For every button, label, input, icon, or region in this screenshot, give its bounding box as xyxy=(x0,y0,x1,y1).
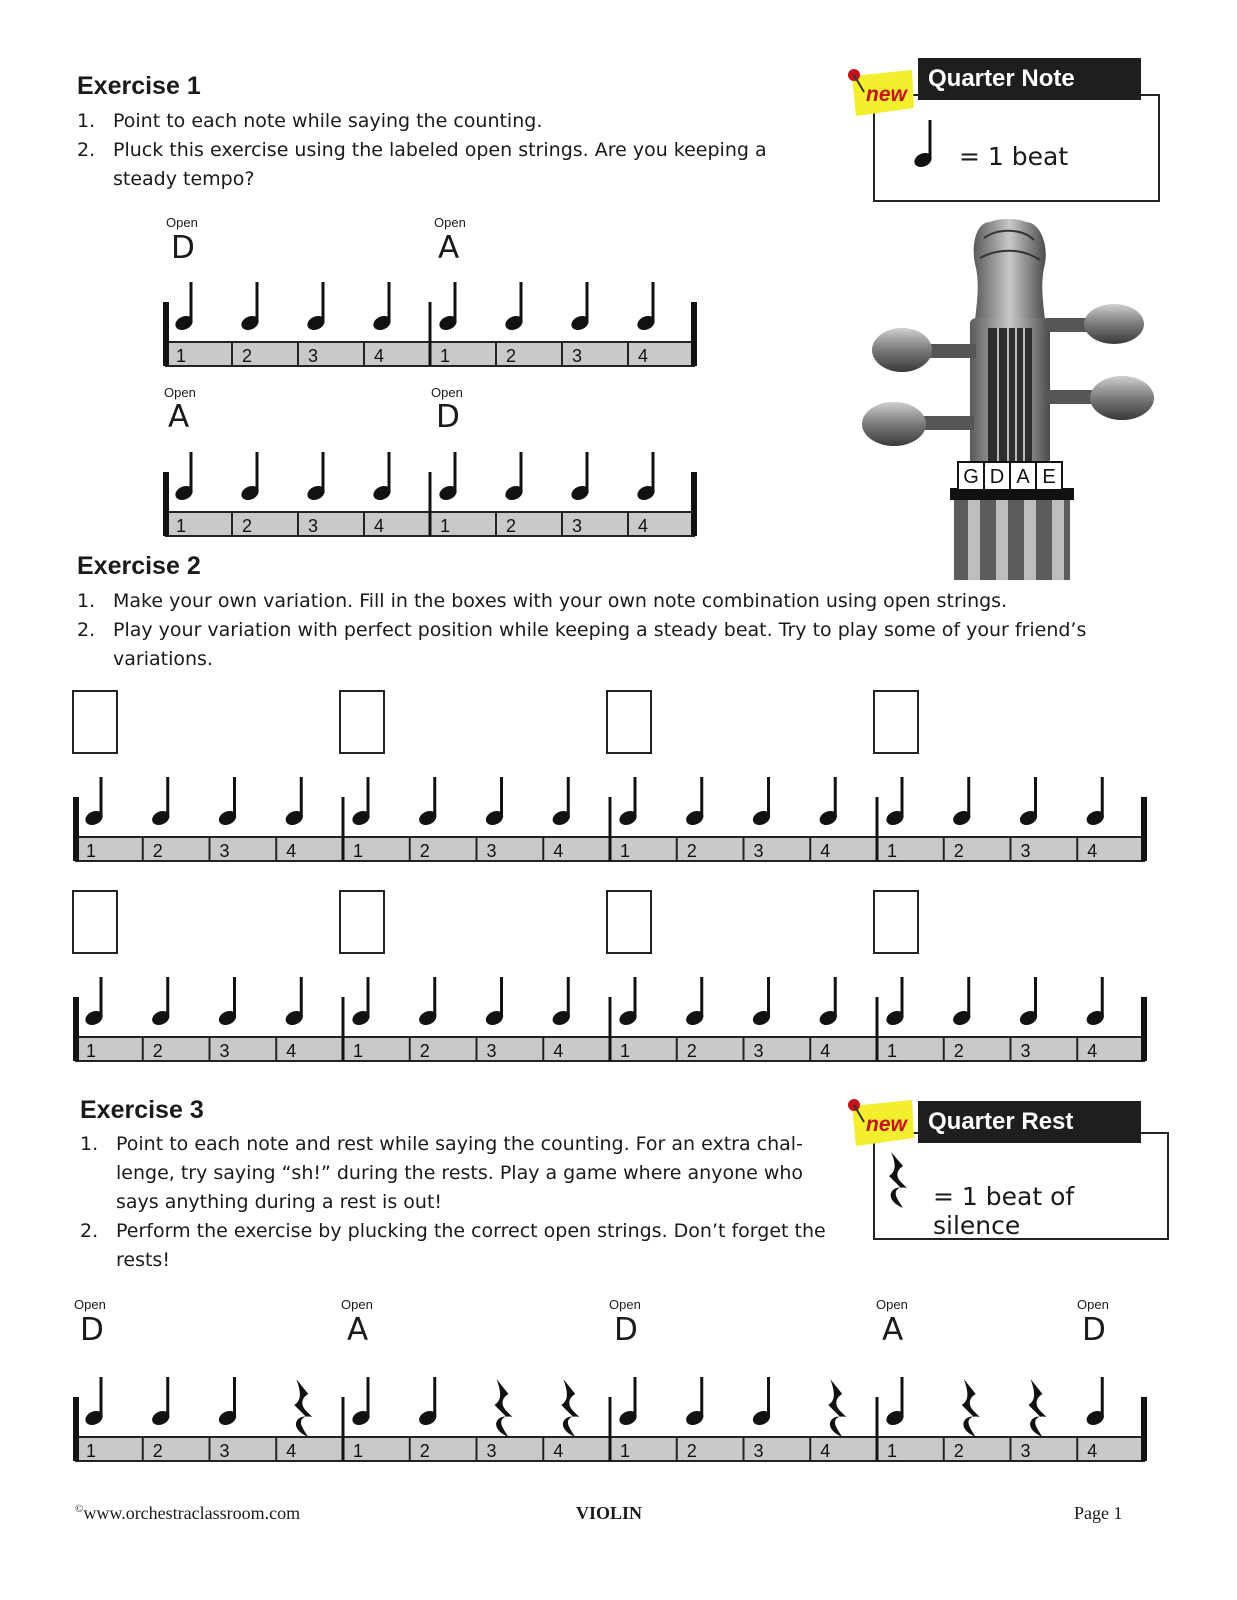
quarter-note xyxy=(371,452,393,503)
quarter-note xyxy=(550,977,572,1028)
list-item: 1. Make your own variation. Fill in the boxes with your own note combination using open strings. xyxy=(77,590,1008,612)
string-note-label: D xyxy=(80,1312,104,1348)
beat-count: 1 xyxy=(620,1441,631,1461)
quarter-note xyxy=(283,977,305,1028)
beat-count: 2 xyxy=(953,1441,964,1461)
answer-box[interactable] xyxy=(606,890,652,954)
beat-count: 3 xyxy=(1020,1041,1031,1061)
answer-box[interactable] xyxy=(873,890,919,954)
open-label: Open xyxy=(609,1297,641,1312)
open-label: Open xyxy=(74,1297,106,1312)
quarter-note xyxy=(350,777,372,828)
new-badge-icon xyxy=(844,66,916,120)
beat-count: 4 xyxy=(553,841,564,861)
answer-box[interactable] xyxy=(339,890,385,954)
staff xyxy=(160,280,700,372)
quarter-note xyxy=(751,1377,773,1428)
quarter-rest xyxy=(828,1379,846,1437)
beat-count: 4 xyxy=(553,1441,564,1461)
string-note-label: D xyxy=(171,230,195,266)
quarter-note xyxy=(1084,977,1106,1028)
quarter-note xyxy=(283,777,305,828)
quarter-note xyxy=(150,1377,172,1428)
staff-graphic xyxy=(160,280,700,372)
quarter-rest xyxy=(294,1379,312,1437)
beat-count: 2 xyxy=(419,1041,430,1061)
quarter-note xyxy=(239,282,261,333)
beat-count: 4 xyxy=(1087,841,1098,861)
answer-box[interactable] xyxy=(72,890,118,954)
quarter-note xyxy=(217,977,239,1028)
beat-count: 4 xyxy=(1087,1441,1098,1461)
quarter-note-title: Quarter Note xyxy=(918,58,1141,100)
string-label-d: D xyxy=(989,466,1005,488)
open-label: Open xyxy=(1077,1297,1109,1312)
string-note-label: A xyxy=(347,1312,369,1348)
beat-count: 2 xyxy=(686,1441,697,1461)
quarter-note xyxy=(635,452,657,503)
quarter-note xyxy=(817,977,839,1028)
string-label-e: E xyxy=(1042,466,1056,488)
string-label-g: G xyxy=(963,466,979,488)
quarter-note xyxy=(239,452,261,503)
quarter-note xyxy=(305,282,327,333)
beat-count: 1 xyxy=(86,1441,97,1461)
quarter-note xyxy=(1018,777,1040,828)
beat-count: 4 xyxy=(820,841,831,861)
beat-count: 2 xyxy=(242,346,253,366)
list-item: 1. Point to each note while saying the counting. xyxy=(77,110,543,132)
new-badge-label: new xyxy=(866,83,907,106)
quarter-note xyxy=(484,977,506,1028)
beat-count: 1 xyxy=(353,841,364,861)
footer-instrument: VIOLIN xyxy=(576,1503,643,1523)
staff-graphic xyxy=(70,775,1150,867)
beat-count: 2 xyxy=(686,1041,697,1061)
quarter-note xyxy=(83,977,105,1028)
beat-count: 2 xyxy=(152,1441,163,1461)
beat-count: 4 xyxy=(374,346,385,366)
beat-count: 3 xyxy=(1020,1441,1031,1461)
quarter-note xyxy=(173,452,195,503)
answer-box[interactable] xyxy=(606,690,652,754)
beat-count: 4 xyxy=(820,1441,831,1461)
quarter-note xyxy=(150,777,172,828)
beat-count: 1 xyxy=(176,346,187,366)
new-badge-icon xyxy=(844,1096,916,1150)
quarter-note xyxy=(83,777,105,828)
beat-count: 2 xyxy=(506,516,517,536)
open-label: Open xyxy=(166,215,198,230)
beat-count: 2 xyxy=(506,346,517,366)
open-label: Open xyxy=(164,385,196,400)
answer-box[interactable] xyxy=(873,690,919,754)
staff xyxy=(70,975,1150,1067)
quarter-note xyxy=(884,977,906,1028)
beat-count: 4 xyxy=(286,1041,297,1061)
beat-count: 3 xyxy=(753,841,764,861)
exercise2-instructions xyxy=(77,587,1137,674)
string-label-a: A xyxy=(1016,466,1030,488)
beat-count: 1 xyxy=(887,841,898,861)
beat-count: 1 xyxy=(86,1041,97,1061)
open-label: Open xyxy=(876,1297,908,1312)
string-note-label: A xyxy=(168,399,190,435)
string-note-label: D xyxy=(436,399,460,435)
quarter-note xyxy=(635,282,657,333)
open-label: Open xyxy=(431,385,463,400)
quarter-note xyxy=(1084,1377,1106,1428)
quarter-note xyxy=(217,777,239,828)
quarter-note xyxy=(437,452,459,503)
beat-count: 1 xyxy=(440,516,451,536)
quarter-note-definition: = 1 beat xyxy=(959,142,1069,171)
quarter-note xyxy=(617,777,639,828)
list-item: 2. Play your variation with perfect position while keeping a steady beat. Try to play some of your friend’s variations. xyxy=(77,619,1087,670)
beat-count: 4 xyxy=(286,1441,297,1461)
quarter-note xyxy=(617,1377,639,1428)
quarter-rest xyxy=(561,1379,579,1437)
quarter-note xyxy=(417,977,439,1028)
quarter-note xyxy=(305,452,327,503)
quarter-note xyxy=(817,777,839,828)
beat-count: 3 xyxy=(753,1441,764,1461)
staff-graphic xyxy=(70,1375,1150,1467)
quarter-rest-callout xyxy=(873,1132,1169,1240)
string-note-label: A xyxy=(882,1312,904,1348)
beat-count: 3 xyxy=(219,1041,230,1061)
quarter-rest-definition: = 1 beat of silence xyxy=(933,1182,1075,1240)
quarter-note xyxy=(350,1377,372,1428)
beat-count: 2 xyxy=(242,516,253,536)
beat-count: 1 xyxy=(620,841,631,861)
list-item: 1. Point to each note and rest while saying the counting. For an extra chal-lenge, try saying “sh!” during the rests. Play a game where anyone who says anything during a rest is out! xyxy=(80,1133,804,1213)
beat-count: 3 xyxy=(219,841,230,861)
quarter-note xyxy=(884,777,906,828)
new-badge-label: new xyxy=(866,1113,907,1136)
quarter-note xyxy=(751,777,773,828)
beat-count: 1 xyxy=(353,1441,364,1461)
quarter-note xyxy=(569,452,591,503)
quarter-note xyxy=(173,282,195,333)
quarter-note xyxy=(437,282,459,333)
quarter-note xyxy=(684,777,706,828)
beat-count: 4 xyxy=(1087,1041,1098,1061)
beat-count: 1 xyxy=(620,1041,631,1061)
open-label: Open xyxy=(434,215,466,230)
beat-count: 2 xyxy=(152,841,163,861)
beat-count: 4 xyxy=(638,516,649,536)
staff-graphic xyxy=(160,450,700,542)
footer-page-number: Page 1 xyxy=(1074,1503,1123,1523)
open-label: Open xyxy=(341,1297,373,1312)
quarter-note-callout xyxy=(873,94,1160,202)
exercise3-instructions xyxy=(80,1130,850,1275)
quarter-note xyxy=(83,1377,105,1428)
quarter-note xyxy=(503,452,525,503)
beat-count: 3 xyxy=(308,346,319,366)
string-note-label: D xyxy=(614,1312,638,1348)
quarter-note xyxy=(684,977,706,1028)
beat-count: 3 xyxy=(486,1441,497,1461)
staff-graphic xyxy=(70,975,1150,1067)
beat-count: 2 xyxy=(686,841,697,861)
quarter-note xyxy=(150,977,172,1028)
quarter-note xyxy=(617,977,639,1028)
beat-count: 1 xyxy=(887,1041,898,1061)
quarter-note xyxy=(884,1377,906,1428)
quarter-note xyxy=(684,1377,706,1428)
string-note-label: D xyxy=(1082,1312,1106,1348)
quarter-note xyxy=(503,282,525,333)
staff xyxy=(160,450,700,542)
quarter-note xyxy=(217,1377,239,1428)
exercise1-title: Exercise 1 xyxy=(77,72,201,100)
exercise3-title: Exercise 3 xyxy=(80,1096,204,1124)
staff xyxy=(70,775,1150,867)
beat-count: 3 xyxy=(219,1441,230,1461)
beat-count: 1 xyxy=(353,1041,364,1061)
quarter-note-icon xyxy=(913,118,943,168)
list-item: 2. Perform the exercise by plucking the correct open strings. Don’t forget the rests! xyxy=(80,1220,826,1271)
violin-scroll-illustration xyxy=(858,218,1158,580)
beat-count: 1 xyxy=(440,346,451,366)
beat-count: 4 xyxy=(638,346,649,366)
exercise1-instructions xyxy=(77,107,817,194)
quarter-rest-icon xyxy=(881,1150,915,1210)
beat-count: 3 xyxy=(1020,841,1031,861)
beat-count: 2 xyxy=(953,1041,964,1061)
beat-count: 2 xyxy=(419,1441,430,1461)
beat-count: 4 xyxy=(820,1041,831,1061)
quarter-note xyxy=(484,777,506,828)
quarter-rest xyxy=(962,1379,980,1437)
exercise2-title: Exercise 2 xyxy=(77,552,201,580)
quarter-note xyxy=(417,777,439,828)
quarter-note xyxy=(1018,977,1040,1028)
beat-count: 4 xyxy=(286,841,297,861)
answer-box[interactable] xyxy=(339,690,385,754)
beat-count: 1 xyxy=(887,1441,898,1461)
beat-count: 3 xyxy=(486,841,497,861)
quarter-note xyxy=(1084,777,1106,828)
beat-count: 4 xyxy=(374,516,385,536)
quarter-note xyxy=(569,282,591,333)
beat-count: 2 xyxy=(953,841,964,861)
quarter-rest xyxy=(1029,1379,1047,1437)
quarter-note xyxy=(751,977,773,1028)
beat-count: 3 xyxy=(572,346,583,366)
footer-website: ©www.orchestraclassroom.com xyxy=(75,1503,301,1523)
beat-count: 2 xyxy=(419,841,430,861)
quarter-rest xyxy=(495,1379,513,1437)
beat-count: 3 xyxy=(308,516,319,536)
answer-box[interactable] xyxy=(72,690,118,754)
beat-count: 2 xyxy=(152,1041,163,1061)
beat-count: 4 xyxy=(553,1041,564,1061)
beat-count: 1 xyxy=(86,841,97,861)
quarter-rest-title: Quarter Rest xyxy=(918,1101,1141,1143)
list-item: 2. Pluck this exercise using the labeled open strings. Are you keeping a steady tempo? xyxy=(77,139,767,190)
beat-count: 3 xyxy=(486,1041,497,1061)
quarter-note xyxy=(417,1377,439,1428)
quarter-note xyxy=(550,777,572,828)
quarter-note xyxy=(350,977,372,1028)
quarter-note xyxy=(371,282,393,333)
quarter-note xyxy=(951,977,973,1028)
beat-count: 3 xyxy=(572,516,583,536)
quarter-note xyxy=(951,777,973,828)
string-note-label: A xyxy=(438,230,460,266)
staff xyxy=(70,1375,1150,1467)
beat-count: 1 xyxy=(176,516,187,536)
beat-count: 3 xyxy=(753,1041,764,1061)
